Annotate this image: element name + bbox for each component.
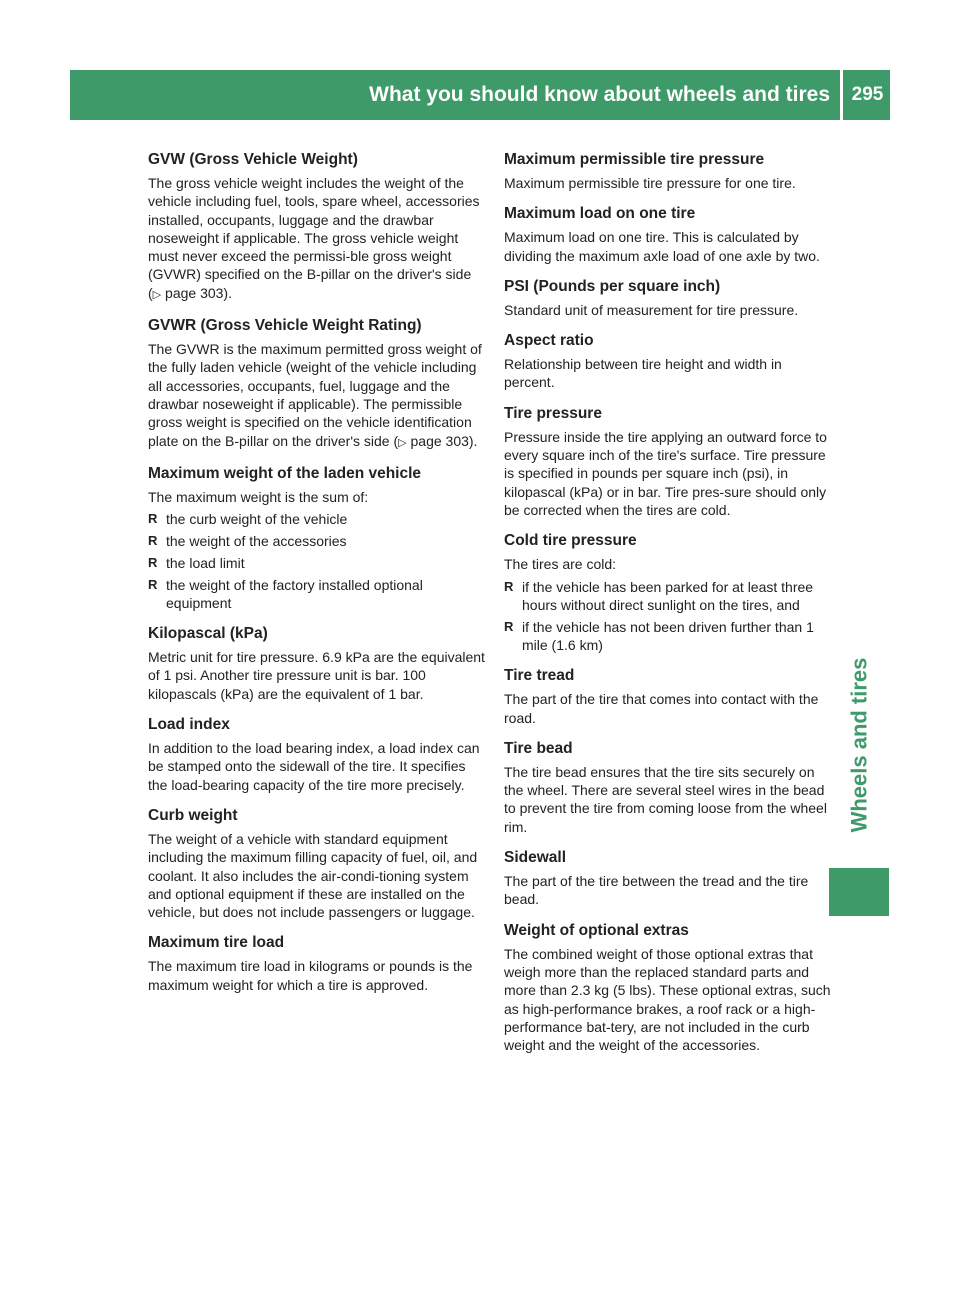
section-body: Pressure inside the tire applying an outward force to every square inch of the tire's surface. Tire pressure is specified in pounds per square inch (psi), in kilopascal (kPa) or in bar. Tire pres-sure should only be corrected when the tires are cold. (504, 428, 827, 518)
list-item: R the weight of the factory installed optional equipment (148, 576, 486, 613)
section-heading: Tire pressure (504, 404, 602, 422)
page-ref-icon: ▷ (152, 288, 162, 301)
section-body: Standard unit of measurement for tire pressure. (504, 301, 799, 318)
section-heading: Aspect ratio (504, 332, 594, 350)
section-body: The tires are cold: (504, 556, 617, 573)
section-tire-bead (504, 739, 834, 836)
section-psi (504, 277, 834, 319)
section-heading: GVWR (Gross Vehicle Weight Rating) (148, 317, 422, 335)
chapter-tab (829, 630, 889, 860)
section-heading: Maximum permissible tire pressure (504, 151, 765, 168)
section-body: Relationship between tire height and width in percent. (504, 356, 782, 391)
section-tire-tread (504, 666, 834, 727)
section-kilopascal (148, 624, 486, 703)
section-heading: Tire bead (504, 739, 573, 757)
section-aspect-ratio (504, 331, 834, 392)
page-ref-link[interactable]: page 303). (165, 284, 232, 301)
section-body: The maximum tire load in kilograms or pounds is the maximum weight for which a tire is approved. (148, 958, 473, 993)
section-body: The combined weight of those optional extras that weigh more than the replaced standard parts and more than 2.3 kg (5 lbs). These optional extras, such as high-performance brakes, a roof rack or a high-performance bat-tery, are not included in the curb weight and the weight of the accessories. (504, 945, 831, 1054)
section-body: Metric unit for tire pressure. 6.9 kPa are the equivalent of 1 psi. Another tire pressure unit is bar. 100 kilopascals (kPa) are the equivalent of 1 bar. (148, 649, 485, 702)
section-sidewall (504, 848, 834, 909)
left-column (148, 150, 486, 1006)
section-heading: Sidewall (504, 849, 567, 867)
section-heading: Load index (148, 716, 230, 734)
header-divider (840, 70, 843, 120)
section-heading: Weight of optional extras (504, 921, 689, 939)
section-body: Maximum load on one tire. This is calculated by dividing the maximum axle load of one axle by two. (504, 229, 820, 264)
section-max-permissible-pressure (504, 150, 834, 192)
section-optional-extras (504, 921, 834, 1055)
section-curb-weight (148, 806, 486, 921)
page-ref-icon: ▷ (398, 436, 407, 449)
section-body: The tire bead ensures that the tire sits securely on the wheel. There are several steel wires in the bead to prevent the tire from coming loose from the wheel rim. (504, 763, 827, 835)
list-item: R if the vehicle has been parked for at least three hours without direct sunlight on the tires, and (504, 578, 834, 615)
section-heading: Curb weight (148, 806, 238, 824)
section-maximum-tire-load (148, 933, 486, 994)
page-header (70, 70, 890, 120)
section-heading: GVW (Gross Vehicle Weight) (148, 151, 358, 168)
bullet-list (504, 578, 834, 655)
right-column (504, 150, 834, 1066)
list-item: R the load limit (148, 554, 486, 572)
section-body: The part of the tire that comes into contact with the road. (504, 691, 819, 726)
section-heading: PSI (Pounds per square inch) (504, 277, 721, 295)
section-body: The GVWR is the maximum permitted gross weight of the fully laden vehicle (weight of the vehicle including all accessories, occupants, fuel, luggage and the drawbar noseweight if applicable). The permissible gross weight is specified on the vehicle identification plate on the B-pillar on the driver's side (▷ page 303). (148, 341, 482, 449)
section-body: In addition to the load bearing index, a load index can be stamped onto the sidewall of the tire. It specifies the load-bearing capacity of the tire more precisely. (148, 740, 480, 793)
section-max-load-one-tire (504, 204, 834, 265)
list-item: R the weight of the accessories (148, 532, 486, 550)
section-body: The gross vehicle weight includes the weight of the vehicle including fuel, tools, spare wheel, accessories installed, occupants, luggage and the drawbar noseweight if applicable. The gross vehicle weight must never exceed the permissi-ble gross weight (GVWR) specified on the B-pillar on the driver's side (▷ page 303). (148, 175, 480, 301)
section-body: The part of the tire between the tread and the tire bead. (504, 873, 809, 908)
section-cold-tire-pressure (504, 531, 834, 654)
section-body: Maximum permissible tire pressure for one tire. (504, 175, 796, 191)
section-heading: Cold tire pressure (504, 532, 637, 550)
chapter-marker (829, 868, 889, 916)
section-gvw (148, 150, 486, 304)
section-heading: Maximum weight of the laden vehicle (148, 464, 422, 482)
section-heading: Maximum tire load (148, 934, 285, 952)
section-gvwr (148, 316, 486, 452)
header-title: What you should know about wheels and tires (369, 83, 830, 106)
page-ref-link[interactable]: page 303). (410, 432, 478, 449)
chapter-tab-label: Wheels and tires (846, 657, 871, 833)
section-heading: Kilopascal (kPa) (148, 625, 268, 643)
page-number: 295 (851, 84, 884, 105)
section-heading: Tire tread (504, 667, 575, 685)
section-load-index (148, 715, 486, 794)
list-item: R the curb weight of the vehicle (148, 510, 486, 528)
section-body: The maximum weight is the sum of: (148, 488, 369, 505)
section-maximum-weight (148, 464, 486, 612)
list-item: R if the vehicle has not been driven further than 1 mile (1.6 km) (504, 618, 834, 655)
section-body: The weight of a vehicle with standard equipment including the maximum filling capacity of fuel, oil, and coolant. It also includes the air-condi-tioning system and optional equipment if these are installed on the vehicle, but does not include passengers or luggage. (148, 830, 478, 921)
bullet-list (148, 510, 486, 612)
section-heading: Maximum load on one tire (504, 205, 696, 223)
section-tire-pressure (504, 404, 834, 519)
